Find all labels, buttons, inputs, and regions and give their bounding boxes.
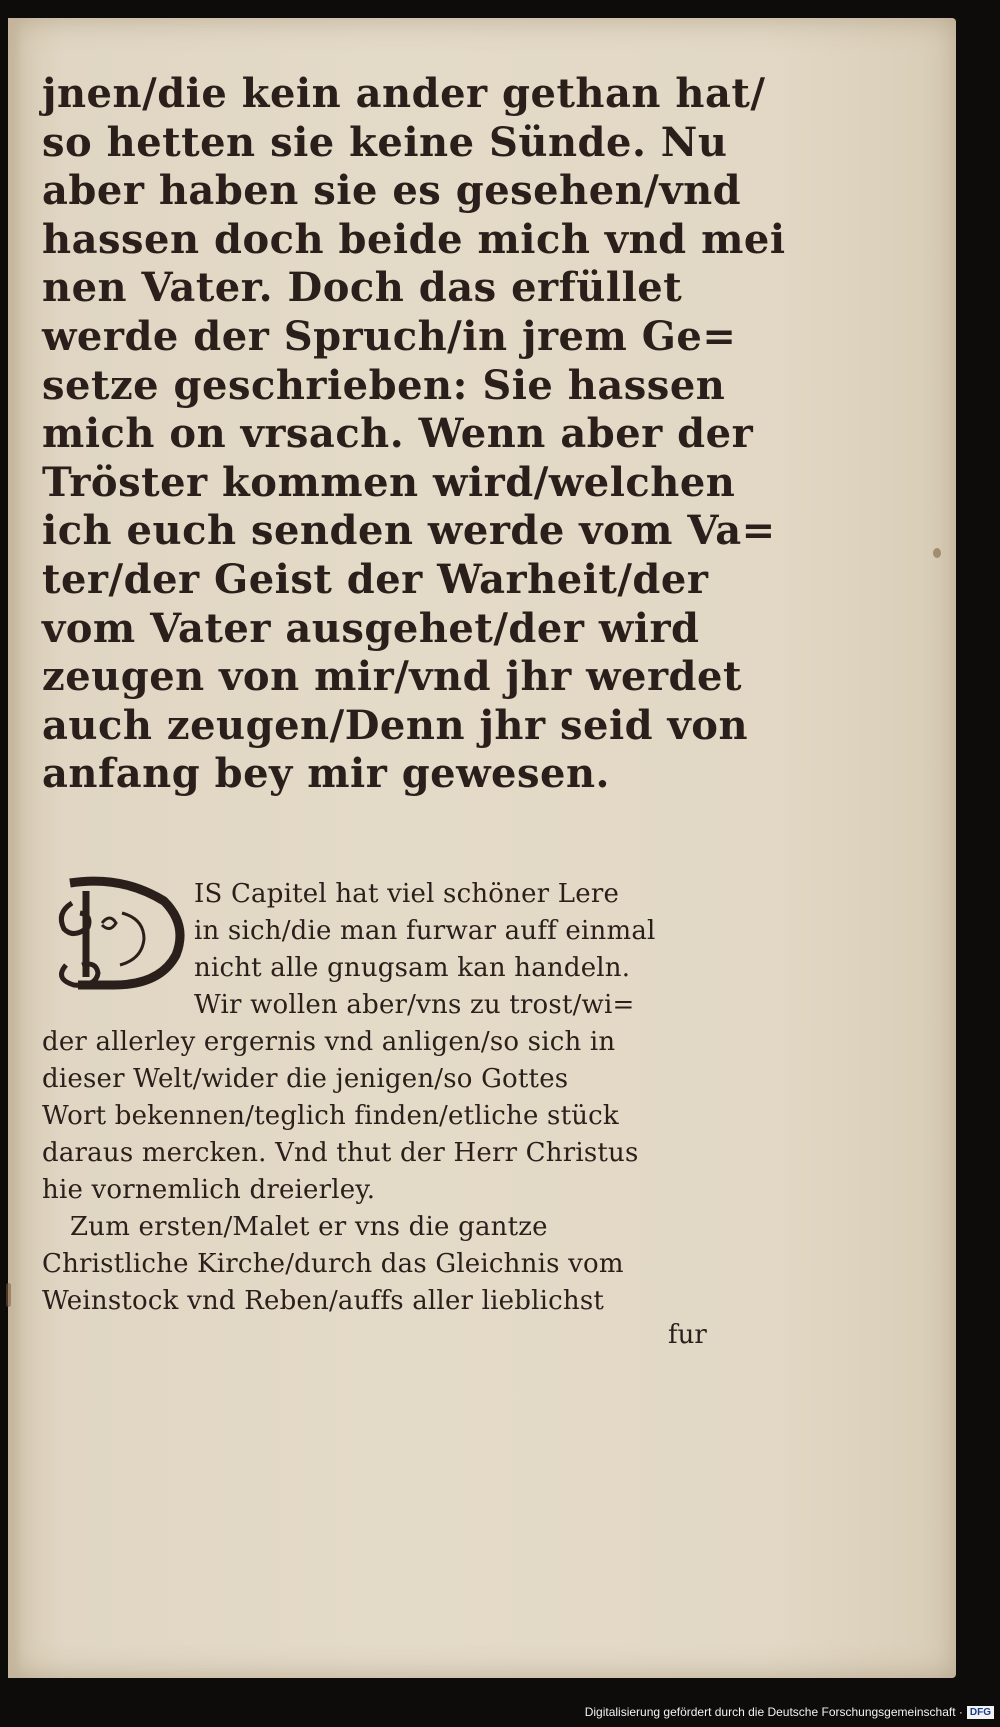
verse-line: nen Vater. Doch das erfüllet <box>42 264 683 312</box>
verse-line: jnen/die kein ander gethan hat/ <box>42 70 766 117</box>
verse-line: mich on vrsach. Wenn aber der <box>42 410 754 458</box>
commentary-line: Weinstock vnd Reben/auffs aller lieblichst <box>42 1286 605 1316</box>
svg-text:D: D <box>168 903 169 904</box>
commentary-line: daraus mercken. Vnd thut der Herr Christus <box>42 1138 639 1168</box>
digitization-credit <box>585 1705 994 1719</box>
paper-stain <box>933 548 941 558</box>
commentary-line: nicht alle gnugsam kan handeln. <box>194 953 631 983</box>
commentary-line: der allerley ergernis vnd anligen/so sich in <box>42 1027 616 1057</box>
commentary-line: in sich/die man furwar auff einmal <box>194 916 656 946</box>
verse-line: so hetten sie keine Sünde. Nu <box>42 118 728 166</box>
verse-line: vom Vater ausgehet/der wird <box>42 604 700 652</box>
verse-line: werde der Spruch/in jrem Ge= <box>42 312 737 360</box>
verse-line: auch zeugen/Denn jhr seid von <box>42 701 749 749</box>
paper-stain <box>6 1283 11 1307</box>
verse-line: aber haben sie es gesehen/vnd <box>42 167 742 215</box>
commentary-line: Christliche Kirche/durch das Gleichnis vom <box>42 1249 624 1279</box>
verse-line: ich euch senden werde vom Va= <box>42 507 776 555</box>
commentary-line: dieser Welt/wider die jenigen/so Gottes <box>42 1064 569 1094</box>
commentary-line: Zum ersten/Malet er vns die gantze <box>70 1212 548 1242</box>
verse-line: Tröster kommen wird/welchen <box>42 458 736 506</box>
commentary-line: hie vornemlich dreierley. <box>42 1175 376 1205</box>
page-edge-shadow <box>8 18 22 1678</box>
verse-line: hassen doch beide mich vnd mei <box>42 215 786 263</box>
credit-text: Digitalisierung gefördert durch die Deutsche Forschungsgemeinschaft · <box>584 1705 963 1719</box>
commentary-text <box>42 876 732 1320</box>
verse-line: anfang bey mir gewesen. <box>42 750 610 798</box>
catchword: fur <box>668 1320 707 1350</box>
commentary-line: Wort bekennen/teglich finden/etliche stück <box>42 1101 619 1131</box>
commentary-line: Wir wollen aber/vns zu trost/wi= <box>194 990 635 1020</box>
verse-line: zeugen von mir/vnd jhr werdet <box>42 653 742 701</box>
verse-text <box>42 70 786 799</box>
verse-line: ter/der Geist der Warheit/der <box>42 555 709 603</box>
commentary-line: IS Capitel hat viel schöner Lere <box>194 879 620 909</box>
dfg-logo-icon: DFG <box>967 1706 994 1719</box>
verse-line: setze geschrieben: Sie hassen <box>42 361 726 409</box>
